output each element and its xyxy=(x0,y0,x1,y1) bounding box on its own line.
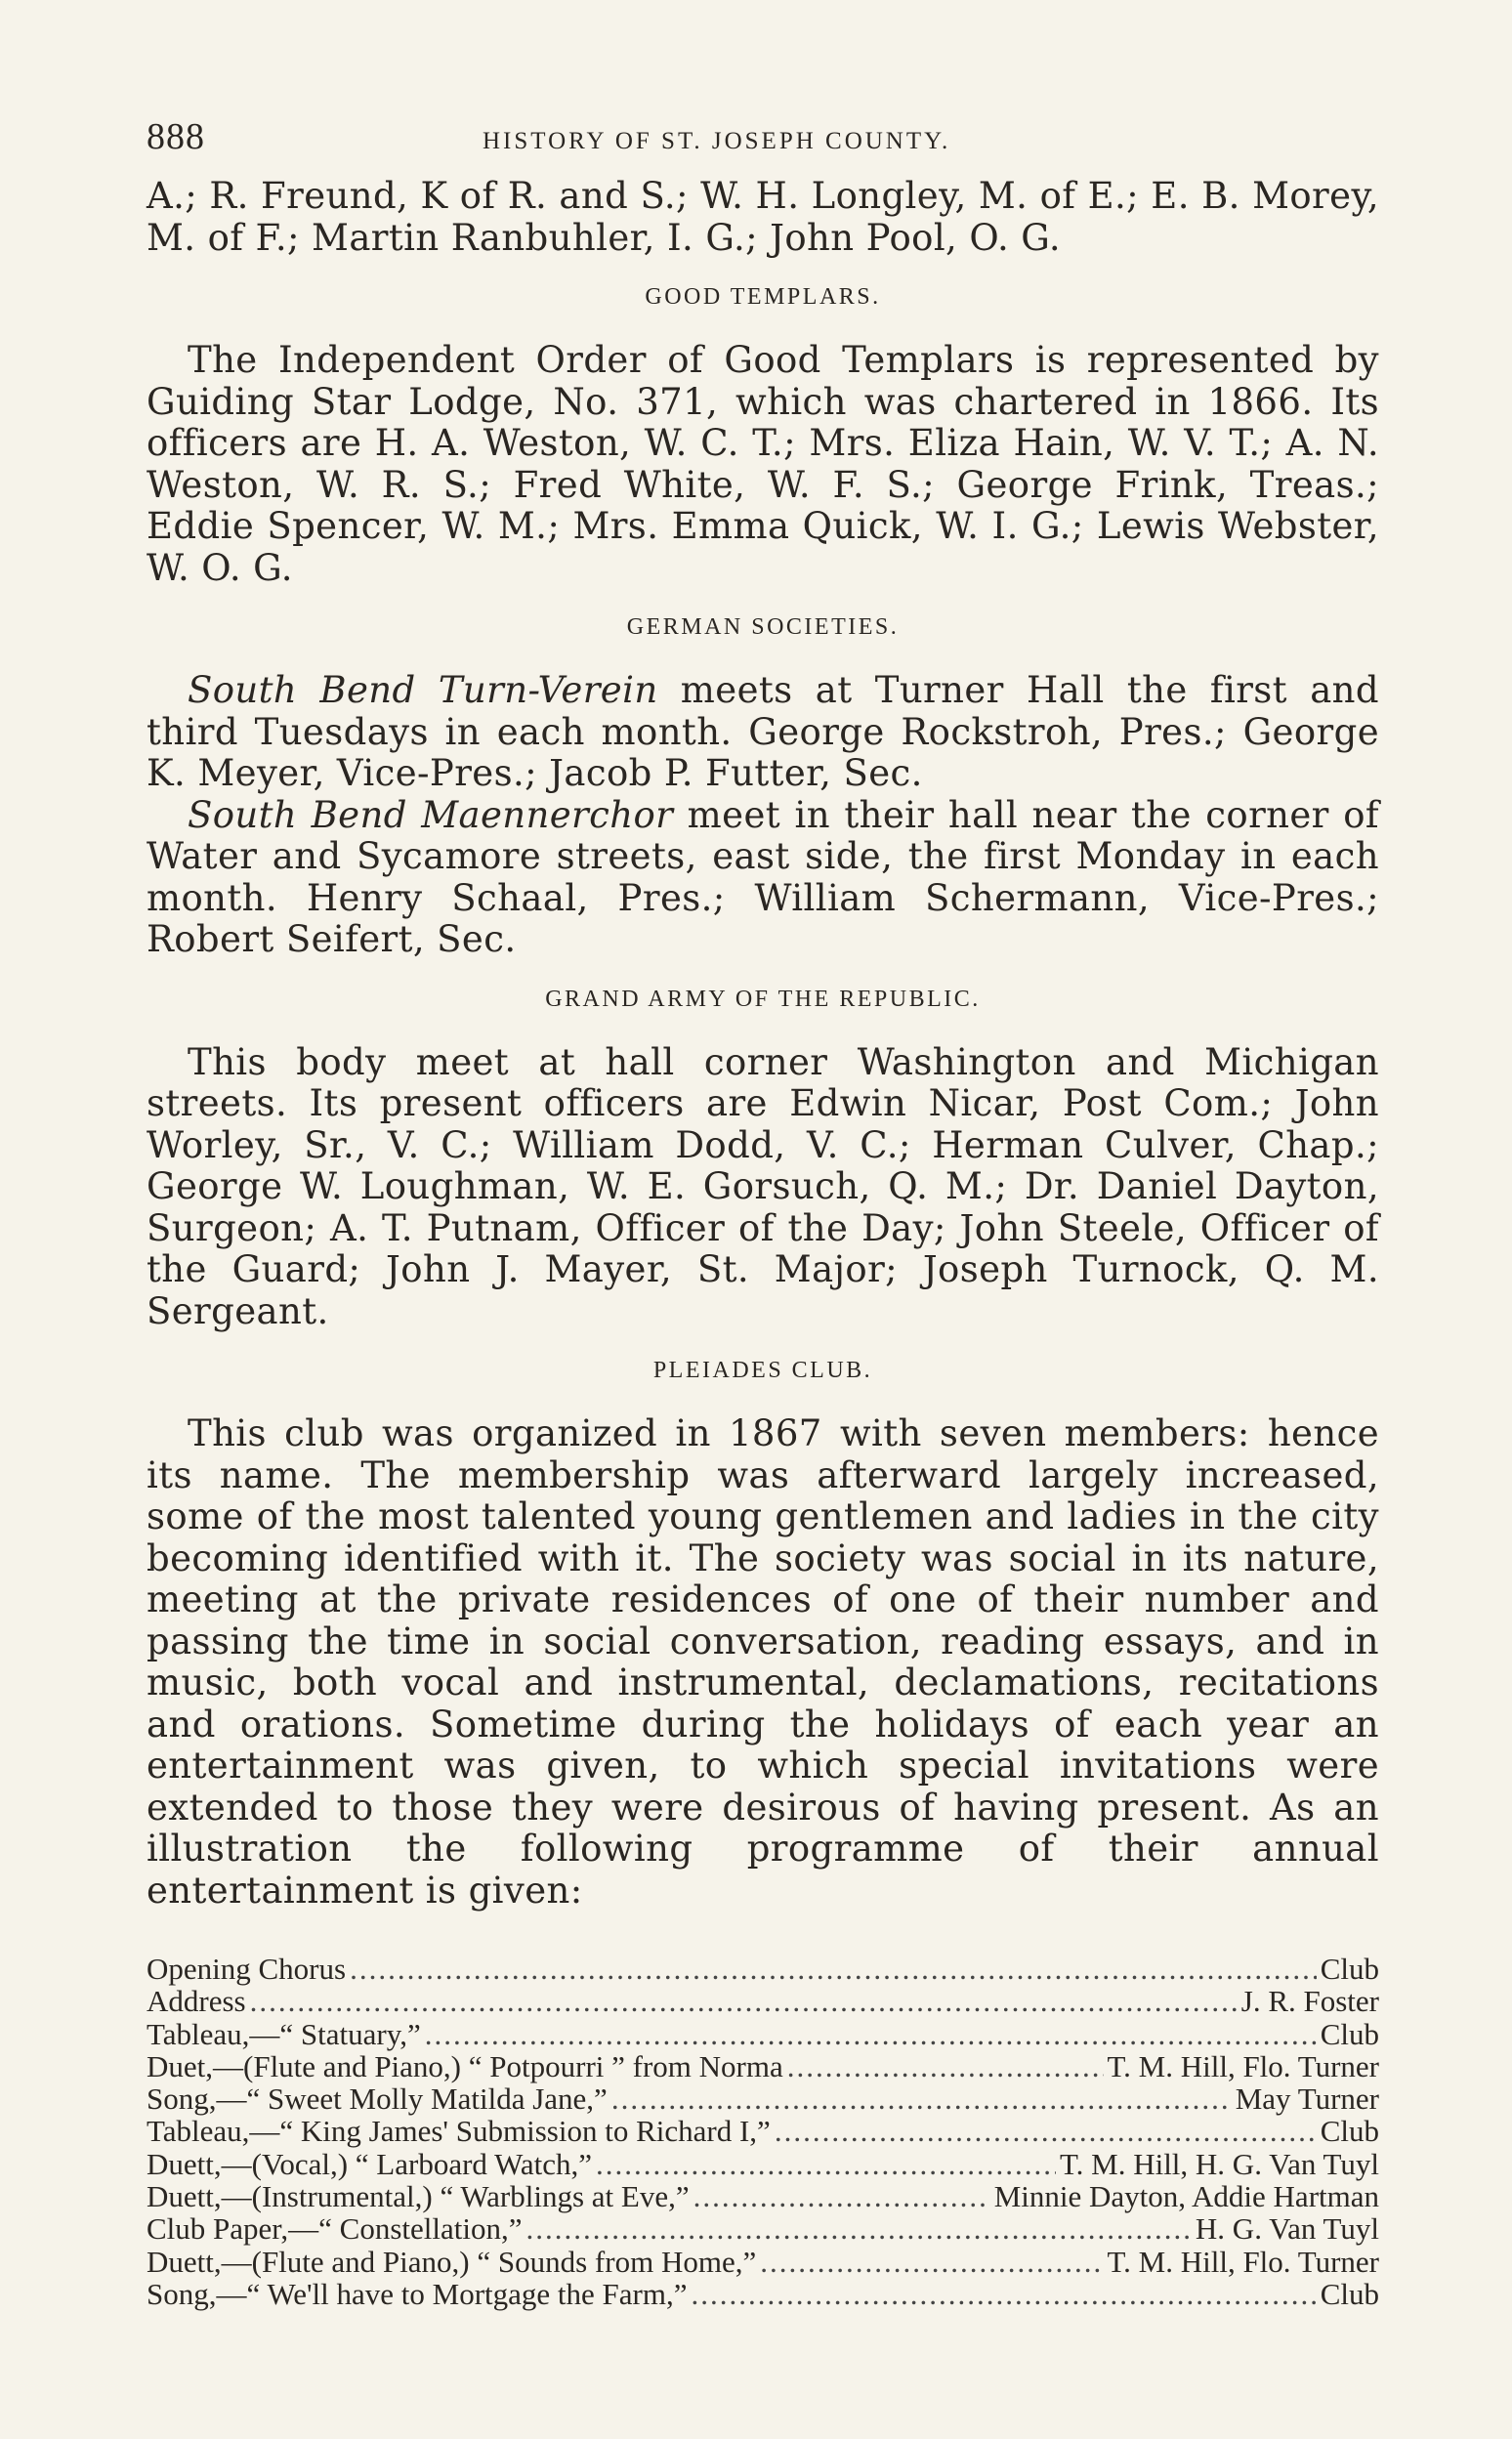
programme-row xyxy=(147,2082,1379,2115)
maennerchor-name: South Bend Maennerchor xyxy=(188,793,674,836)
programme-item: Tableau,—“ King James' Submission to Richard I,” xyxy=(147,2114,771,2149)
programme-row xyxy=(147,2246,1379,2278)
programme-row xyxy=(147,1953,1379,1985)
section-heading-good-templars: GOOD TEMPLARS. xyxy=(645,284,881,310)
programme-performer: Club xyxy=(1320,2016,1379,2051)
dot-leader xyxy=(611,2082,1232,2115)
book-page xyxy=(147,115,1379,2310)
programme-row xyxy=(147,1985,1379,2017)
programme-performer: May Turner xyxy=(1235,2082,1379,2117)
programme-item: Address xyxy=(147,1984,246,2019)
maennerchor-text: meet in their hall near the corner of Water and Sycamore streets, east side, the first Monday in each month. Henry Schaal, Pres.; William Schermann, Vice-Pres.; Robert Seifert, Sec. xyxy=(147,793,1379,960)
dot-leader xyxy=(425,2018,1317,2050)
continued-paragraph: A.; R. Freund, K of R. and S.; W. H. Longley, M. of E.; E. B. Morey, M. of F.; Martin Ranbuhler, I. G.; John Pool, O. G. xyxy=(147,175,1379,259)
programme-item: Song,—“ Sweet Molly Matilda Jane,” xyxy=(147,2082,608,2117)
programme-performer: J. R. Foster xyxy=(1240,1984,1379,2019)
programme-performer: Club xyxy=(1320,2114,1379,2149)
section-heading-german-societies: GERMAN SOCIETIES. xyxy=(626,614,900,640)
section-heading-pleiades-club: PLEIADES CLUB. xyxy=(652,1358,873,1383)
good-templars-paragraph: The Independent Order of Good Templars is represented by Guiding Star Lodge, No. 371, which was chartered in 1866. Its officers are H. A. Weston, W. C. T.; Mrs. Eliza Hain, W. V. T.; A. N. Weston, W. R. S.; Fred White, W. F. S.; George Frink, Treas.; Eddie Spencer, W. M.; Mrs. Emma Quick, W. I. G.; Lewis Webster, W. O. G. xyxy=(147,339,1379,589)
dot-leader xyxy=(775,2115,1317,2147)
dot-leader xyxy=(787,2050,1104,2082)
dot-leader xyxy=(596,2148,1056,2180)
section-heading-grand-army: GRAND ARMY OF THE REPUBLIC. xyxy=(545,986,981,1012)
maennerchor-paragraph xyxy=(147,795,1379,961)
dot-leader xyxy=(692,2278,1317,2310)
programme-item: Tableau,—“ Statuary,” xyxy=(147,2016,421,2051)
dot-leader xyxy=(693,2180,990,2212)
programme-performer: T. M. Hill, Flo. Turner xyxy=(1107,2244,1379,2279)
dot-leader xyxy=(760,2246,1103,2278)
programme-row xyxy=(147,2115,1379,2147)
programme-item: Club Paper,—“ Constellation,” xyxy=(147,2211,523,2247)
pleiades-club-paragraph: This club was organized in 1867 with seven members: hence its name. The membership was afterward largely increased, some of the most talented young gentlemen and ladies in the city becoming identified with it. The society was social in its nature, meeting at the private residences of one of their number and passing the time in social conversation, reading essays, and in music, both vocal and instrumental, declamations, recitations and orations. Sometime during the holidays of each year an entertainment was given, to which special invitations were extended to those they were desirous of having present. As an illustration the following programme of their annual entertainment is given: xyxy=(147,1412,1379,1912)
turn-verein-paragraph xyxy=(147,670,1379,795)
programme-item: Song,—“ We'll have to Mortgage the Farm,” xyxy=(147,2276,688,2311)
programme-item: Opening Chorus xyxy=(147,1952,347,1986)
programme-performer: Club xyxy=(1320,2276,1379,2311)
programme-item: Duett,—(Vocal,) “ Larboard Watch,” xyxy=(147,2146,593,2181)
programme-performer: Club xyxy=(1320,1952,1379,1986)
programme-row xyxy=(147,2212,1379,2245)
programme-list xyxy=(147,1953,1379,2310)
turn-verein-name: South Bend Turn-Verein xyxy=(188,669,658,711)
running-head xyxy=(147,115,1379,176)
programme-item: Duett,—(Instrumental,) “ Warblings at Eve,” xyxy=(147,2179,690,2214)
programme-row xyxy=(147,2278,1379,2310)
dot-leader xyxy=(250,1985,1238,2017)
dot-leader xyxy=(350,1953,1317,1985)
programme-performer: T. M. Hill, Flo. Turner xyxy=(1107,2048,1379,2083)
programme-performer: H. G. Van Tuyl xyxy=(1195,2211,1379,2247)
programme-row xyxy=(147,2050,1379,2082)
page-number: 888 xyxy=(147,116,205,157)
grand-army-paragraph: This body meet at hall corner Washington and Michigan streets. Its present officers are Edwin Nicar, Post Com.; John Worley, Sr., V. C.; William Dodd, V. C.; Herman Culver, Chap.; George W. Loughman, W. E. Gorsuch, Q. M.; Dr. Daniel Dayton, Surgeon; A. T. Putnam, Officer of the Day; John Steele, Officer of the Guard; John J. Mayer, St. Major; Joseph Turnock, Q. M. Sergeant. xyxy=(147,1040,1379,1332)
turn-verein-text: meets at Turner Hall the first and third Tuesdays in each month. George Rockstroh, Pres.; George K. Meyer, Vice-Pres.; Jacob P. Futter, Sec. xyxy=(147,669,1379,794)
programme-row xyxy=(147,2018,1379,2050)
dot-leader xyxy=(525,2212,1191,2245)
book-title: HISTORY OF ST. JOSEPH COUNTY. xyxy=(483,128,951,154)
programme-row xyxy=(147,2180,1379,2212)
programme-performer: Minnie Dayton, Addie Hartman xyxy=(993,2179,1379,2214)
programme-performer: T. M. Hill, H. G. Van Tuyl xyxy=(1060,2146,1379,2181)
programme-row xyxy=(147,2148,1379,2180)
programme-item: Duett,—(Flute and Piano,) “ Sounds from Home,” xyxy=(147,2244,757,2279)
programme-item: Duet,—(Flute and Piano,) “ Potpourri ” from Norma xyxy=(147,2048,783,2083)
